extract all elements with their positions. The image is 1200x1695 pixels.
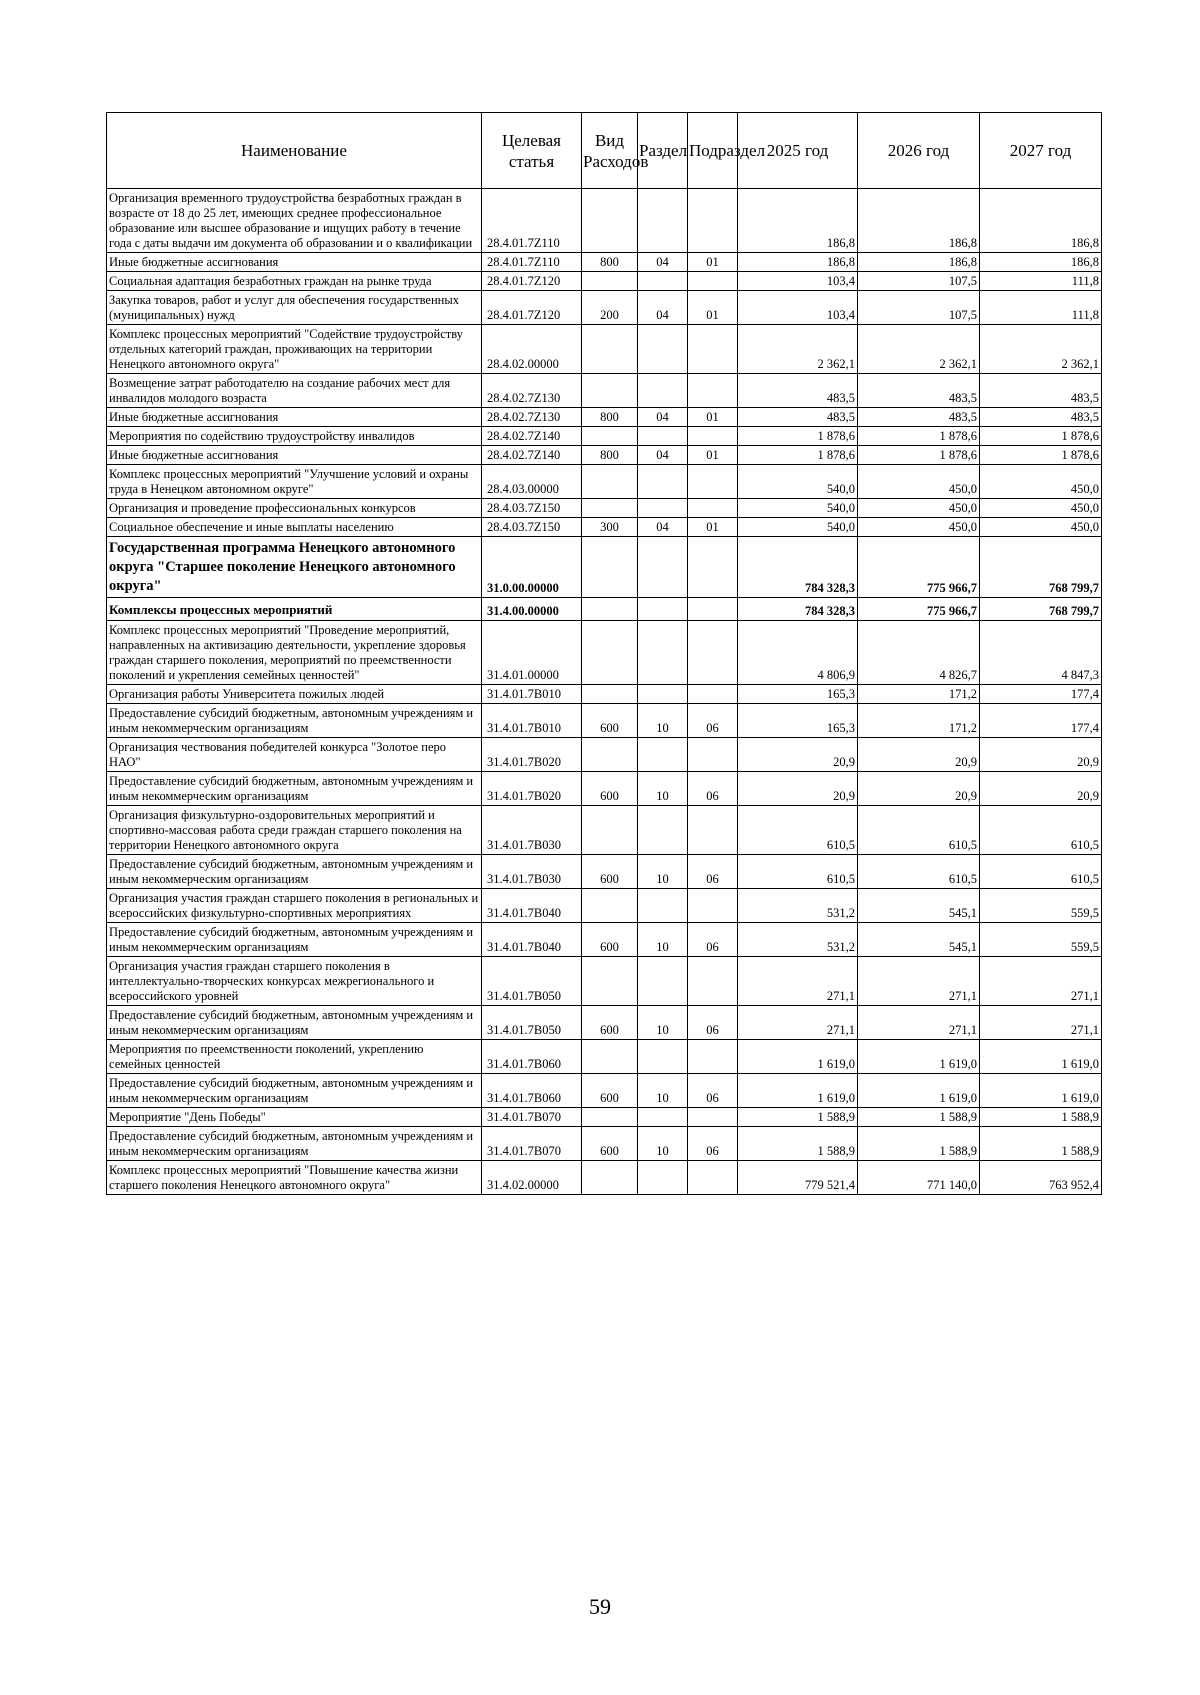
row-subsection	[688, 738, 738, 772]
row-amount-2027: 20,9	[980, 772, 1102, 806]
row-amount-2025: 1 588,9	[738, 1127, 858, 1161]
row-expense-type	[582, 499, 638, 518]
row-amount-2026: 2 362,1	[858, 325, 980, 374]
table-body	[107, 189, 1102, 1195]
row-amount-2026: 450,0	[858, 518, 980, 537]
row-amount-2027: 4 847,3	[980, 621, 1102, 685]
row-section: 10	[638, 1074, 688, 1108]
row-section	[638, 1108, 688, 1127]
row-name: Социальная адаптация безработных граждан на рынке труда	[107, 272, 482, 291]
row-amount-2026: 186,8	[858, 253, 980, 272]
row-target-article: 28.4.01.7Z110	[482, 189, 582, 253]
row-amount-2025: 1 619,0	[738, 1074, 858, 1108]
row-amount-2026: 545,1	[858, 923, 980, 957]
row-section: 04	[638, 446, 688, 465]
row-amount-2025: 165,3	[738, 704, 858, 738]
row-target-article: 31.4.01.7B070	[482, 1108, 582, 1127]
row-amount-2025: 540,0	[738, 518, 858, 537]
row-target-article: 28.4.02.7Z130	[482, 408, 582, 427]
row-amount-2027: 1 619,0	[980, 1040, 1102, 1074]
table-row	[107, 325, 1102, 374]
row-amount-2026: 775 966,7	[858, 598, 980, 621]
row-expense-type	[582, 272, 638, 291]
row-target-article: 28.4.02.00000	[482, 325, 582, 374]
row-amount-2025: 186,8	[738, 253, 858, 272]
row-section: 10	[638, 772, 688, 806]
row-amount-2025: 784 328,3	[738, 537, 858, 598]
row-amount-2026: 1 619,0	[858, 1040, 980, 1074]
row-amount-2025: 1 619,0	[738, 1040, 858, 1074]
row-amount-2027: 271,1	[980, 957, 1102, 1006]
row-section	[638, 598, 688, 621]
row-subsection	[688, 806, 738, 855]
row-amount-2027: 186,8	[980, 189, 1102, 253]
row-name: Иные бюджетные ассигнования	[107, 253, 482, 272]
row-section	[638, 1161, 688, 1195]
row-amount-2025: 540,0	[738, 499, 858, 518]
row-section: 04	[638, 518, 688, 537]
row-subsection	[688, 499, 738, 518]
row-amount-2027: 450,0	[980, 465, 1102, 499]
table-row	[107, 518, 1102, 537]
row-section	[638, 537, 688, 598]
table-row	[107, 253, 1102, 272]
header-section: Раздел	[638, 113, 688, 189]
row-amount-2026: 271,1	[858, 957, 980, 1006]
row-subsection	[688, 621, 738, 685]
row-target-article: 31.4.01.7B050	[482, 1006, 582, 1040]
header-name: Наименование	[107, 113, 482, 189]
table-row	[107, 1040, 1102, 1074]
row-expense-type: 600	[582, 855, 638, 889]
row-amount-2027: 111,8	[980, 272, 1102, 291]
row-amount-2025: 531,2	[738, 889, 858, 923]
row-amount-2025: 540,0	[738, 465, 858, 499]
row-name: Организация и проведение профессиональных конкурсов	[107, 499, 482, 518]
row-amount-2025: 20,9	[738, 738, 858, 772]
table-header-row	[107, 113, 1102, 189]
row-name: Предоставление субсидий бюджетным, автономным учреждениям и иным некоммерческим организациям	[107, 1006, 482, 1040]
row-section	[638, 189, 688, 253]
header-year-2025: 2025 год	[738, 113, 858, 189]
row-target-article: 31.4.02.00000	[482, 1161, 582, 1195]
table-row	[107, 957, 1102, 1006]
row-expense-type	[582, 738, 638, 772]
row-amount-2027: 1 878,6	[980, 427, 1102, 446]
table-row	[107, 408, 1102, 427]
row-subsection	[688, 427, 738, 446]
row-amount-2027: 177,4	[980, 704, 1102, 738]
row-target-article: 28.4.03.7Z150	[482, 518, 582, 537]
table-row	[107, 738, 1102, 772]
row-expense-type	[582, 1108, 638, 1127]
row-amount-2026: 483,5	[858, 374, 980, 408]
row-target-article: 28.4.01.7Z120	[482, 291, 582, 325]
row-expense-type	[582, 325, 638, 374]
row-subsection: 06	[688, 923, 738, 957]
row-name: Организация чествования победителей конкурса "Золотое перо НАО"	[107, 738, 482, 772]
row-name: Организация временного трудоустройства безработных граждан в возрасте от 18 до 25 лет, имеющих среднее профессиональное образование или высшее образование и ищущих работу в течение года с даты выдачи им документа об образовании и о квалификации	[107, 189, 482, 253]
table-row	[107, 1006, 1102, 1040]
table-row	[107, 1127, 1102, 1161]
row-subsection	[688, 465, 738, 499]
row-amount-2025: 103,4	[738, 272, 858, 291]
row-section	[638, 889, 688, 923]
row-subsection: 06	[688, 1006, 738, 1040]
row-expense-type: 800	[582, 446, 638, 465]
row-expense-type	[582, 1161, 638, 1195]
row-name: Комплекс процессных мероприятий "Проведение мероприятий, направленных на активизацию деятельности, укрепление здоровья граждан старшего поколения, мероприятий по преемственности поколений и укрепления семейных ценностей"	[107, 621, 482, 685]
row-subsection	[688, 1040, 738, 1074]
row-amount-2026: 775 966,7	[858, 537, 980, 598]
row-expense-type: 600	[582, 923, 638, 957]
row-name: Предоставление субсидий бюджетным, автономным учреждениям и иным некоммерческим организациям	[107, 923, 482, 957]
row-amount-2027: 559,5	[980, 923, 1102, 957]
header-subsection: Подраздел	[688, 113, 738, 189]
row-amount-2026: 171,2	[858, 704, 980, 738]
row-target-article: 31.4.01.7B070	[482, 1127, 582, 1161]
row-subsection	[688, 957, 738, 1006]
row-amount-2026: 610,5	[858, 806, 980, 855]
row-section	[638, 806, 688, 855]
row-amount-2026: 1 878,6	[858, 446, 980, 465]
row-expense-type	[582, 1040, 638, 1074]
row-amount-2027: 559,5	[980, 889, 1102, 923]
row-name: Комплексы процессных мероприятий	[107, 598, 482, 621]
row-subsection: 06	[688, 772, 738, 806]
row-amount-2027: 483,5	[980, 408, 1102, 427]
table-row	[107, 704, 1102, 738]
row-target-article: 28.4.02.7Z140	[482, 446, 582, 465]
row-amount-2027: 610,5	[980, 855, 1102, 889]
row-expense-type: 600	[582, 1127, 638, 1161]
row-expense-type: 600	[582, 1006, 638, 1040]
row-subsection: 06	[688, 1127, 738, 1161]
row-target-article: 31.4.00.00000	[482, 598, 582, 621]
header-expense-type: Вид Расходов	[582, 113, 638, 189]
row-amount-2027: 1 878,6	[980, 446, 1102, 465]
row-amount-2026: 186,8	[858, 189, 980, 253]
header-year-2026: 2026 год	[858, 113, 980, 189]
row-expense-type	[582, 374, 638, 408]
row-section: 10	[638, 923, 688, 957]
row-amount-2027: 763 952,4	[980, 1161, 1102, 1195]
row-section	[638, 427, 688, 446]
row-amount-2025: 483,5	[738, 408, 858, 427]
row-amount-2026: 107,5	[858, 291, 980, 325]
row-target-article: 31.4.01.7B040	[482, 923, 582, 957]
row-section	[638, 272, 688, 291]
table-row	[107, 446, 1102, 465]
row-expense-type: 600	[582, 772, 638, 806]
row-amount-2025: 610,5	[738, 806, 858, 855]
row-target-article: 28.4.01.7Z120	[482, 272, 582, 291]
row-subsection: 01	[688, 291, 738, 325]
row-amount-2025: 784 328,3	[738, 598, 858, 621]
table-row	[107, 889, 1102, 923]
row-section: 10	[638, 1006, 688, 1040]
row-name: Закупка товаров, работ и услуг для обеспечения государственных (муниципальных) нужд	[107, 291, 482, 325]
row-amount-2027: 177,4	[980, 685, 1102, 704]
table-row	[107, 427, 1102, 446]
row-amount-2027: 1 588,9	[980, 1108, 1102, 1127]
row-name: Предоставление субсидий бюджетным, автономным учреждениям и иным некоммерческим организациям	[107, 1074, 482, 1108]
row-amount-2027: 1 588,9	[980, 1127, 1102, 1161]
row-target-article: 28.4.02.7Z140	[482, 427, 582, 446]
row-amount-2027: 20,9	[980, 738, 1102, 772]
row-expense-type	[582, 889, 638, 923]
table-row	[107, 1108, 1102, 1127]
row-target-article: 31.4.01.7B040	[482, 889, 582, 923]
row-amount-2025: 4 806,9	[738, 621, 858, 685]
row-amount-2026: 20,9	[858, 738, 980, 772]
row-amount-2025: 165,3	[738, 685, 858, 704]
row-subsection	[688, 685, 738, 704]
row-subsection	[688, 1108, 738, 1127]
row-amount-2026: 107,5	[858, 272, 980, 291]
row-subsection: 01	[688, 253, 738, 272]
row-target-article: 31.4.01.7B020	[482, 772, 582, 806]
table-row	[107, 621, 1102, 685]
row-expense-type	[582, 465, 638, 499]
row-amount-2025: 483,5	[738, 374, 858, 408]
row-subsection	[688, 598, 738, 621]
row-amount-2025: 271,1	[738, 957, 858, 1006]
row-expense-type: 600	[582, 704, 638, 738]
row-amount-2027: 186,8	[980, 253, 1102, 272]
row-expense-type: 800	[582, 253, 638, 272]
row-section: 04	[638, 253, 688, 272]
row-name: Предоставление субсидий бюджетным, автономным учреждениям и иным некоммерческим организациям	[107, 772, 482, 806]
table-row	[107, 272, 1102, 291]
row-amount-2027: 768 799,7	[980, 598, 1102, 621]
row-name: Предоставление субсидий бюджетным, автономным учреждениям и иным некоммерческим организациям	[107, 855, 482, 889]
row-subsection: 06	[688, 704, 738, 738]
row-target-article: 31.4.01.7B050	[482, 957, 582, 1006]
row-amount-2026: 1 878,6	[858, 427, 980, 446]
budget-table	[106, 112, 1102, 1195]
row-amount-2025: 20,9	[738, 772, 858, 806]
row-section: 10	[638, 704, 688, 738]
row-target-article: 28.4.03.7Z150	[482, 499, 582, 518]
row-name: Предоставление субсидий бюджетным, автономным учреждениям и иным некоммерческим организациям	[107, 1127, 482, 1161]
row-amount-2025: 1 878,6	[738, 427, 858, 446]
row-name: Иные бюджетные ассигнования	[107, 446, 482, 465]
table-row	[107, 537, 1102, 598]
row-subsection	[688, 374, 738, 408]
row-amount-2025: 531,2	[738, 923, 858, 957]
row-name: Государственная программа Ненецкого автономного округа "Старшее поколение Ненецкого автономного округа"	[107, 537, 482, 598]
row-name: Социальное обеспечение и иные выплаты населению	[107, 518, 482, 537]
row-amount-2025: 271,1	[738, 1006, 858, 1040]
row-section: 10	[638, 855, 688, 889]
row-name: Возмещение затрат работодателю на создание рабочих мест для инвалидов молодого возраста	[107, 374, 482, 408]
row-amount-2027: 271,1	[980, 1006, 1102, 1040]
table-row	[107, 772, 1102, 806]
row-amount-2026: 271,1	[858, 1006, 980, 1040]
row-amount-2025: 610,5	[738, 855, 858, 889]
page-number: 59	[589, 1594, 611, 1619]
row-section	[638, 738, 688, 772]
row-amount-2026: 450,0	[858, 465, 980, 499]
row-amount-2025: 2 362,1	[738, 325, 858, 374]
row-amount-2026: 771 140,0	[858, 1161, 980, 1195]
row-section: 04	[638, 291, 688, 325]
row-target-article: 31.4.01.7B060	[482, 1040, 582, 1074]
row-target-article: 31.4.01.00000	[482, 621, 582, 685]
row-amount-2026: 171,2	[858, 685, 980, 704]
row-subsection: 01	[688, 518, 738, 537]
row-name: Организация физкультурно-оздоровительных мероприятий и спортивно-массовая работа среди граждан старшего поколения на территории Ненецкого автономного округа	[107, 806, 482, 855]
row-subsection	[688, 325, 738, 374]
row-expense-type	[582, 685, 638, 704]
row-target-article: 28.4.01.7Z110	[482, 253, 582, 272]
row-subsection: 01	[688, 446, 738, 465]
row-amount-2027: 610,5	[980, 806, 1102, 855]
row-amount-2025: 779 521,4	[738, 1161, 858, 1195]
table-row	[107, 291, 1102, 325]
row-subsection: 06	[688, 1074, 738, 1108]
table-row	[107, 685, 1102, 704]
row-subsection	[688, 272, 738, 291]
table-row	[107, 465, 1102, 499]
row-amount-2025: 1 878,6	[738, 446, 858, 465]
table-row	[107, 499, 1102, 518]
row-target-article: 31.4.01.7B010	[482, 704, 582, 738]
row-name: Комплекс процессных мероприятий "Улучшение условий и охраны труда в Ненецком автономном округе"	[107, 465, 482, 499]
row-expense-type	[582, 427, 638, 446]
row-amount-2027: 1 619,0	[980, 1074, 1102, 1108]
table-row	[107, 1161, 1102, 1195]
row-amount-2027: 483,5	[980, 374, 1102, 408]
row-target-article: 31.4.01.7B010	[482, 685, 582, 704]
row-target-article: 31.4.01.7B060	[482, 1074, 582, 1108]
row-subsection	[688, 189, 738, 253]
row-subsection	[688, 537, 738, 598]
row-target-article: 31.4.01.7B020	[482, 738, 582, 772]
row-expense-type	[582, 806, 638, 855]
table-row	[107, 598, 1102, 621]
header-target-article: Целевая статья	[482, 113, 582, 189]
row-amount-2025: 103,4	[738, 291, 858, 325]
row-expense-type	[582, 957, 638, 1006]
table-row	[107, 1074, 1102, 1108]
row-target-article: 31.0.00.00000	[482, 537, 582, 598]
row-amount-2027: 111,8	[980, 291, 1102, 325]
row-section	[638, 465, 688, 499]
row-section	[638, 685, 688, 704]
table-row	[107, 374, 1102, 408]
row-amount-2026: 1 588,9	[858, 1108, 980, 1127]
row-section	[638, 1040, 688, 1074]
row-amount-2027: 450,0	[980, 518, 1102, 537]
table-row	[107, 806, 1102, 855]
row-name: Организация участия граждан старшего поколения в региональных и всероссийских физкультурно-спортивных мероприятиях	[107, 889, 482, 923]
row-section: 04	[638, 408, 688, 427]
row-expense-type	[582, 189, 638, 253]
row-amount-2026: 483,5	[858, 408, 980, 427]
row-amount-2027: 450,0	[980, 499, 1102, 518]
row-name: Комплекс процессных мероприятий "Содействие трудоустройству отдельных категорий граждан, проживающих на территории Ненецкого автономного округа"	[107, 325, 482, 374]
row-amount-2025: 1 588,9	[738, 1108, 858, 1127]
table-row	[107, 855, 1102, 889]
row-subsection	[688, 1161, 738, 1195]
row-target-article: 28.4.03.00000	[482, 465, 582, 499]
row-name: Иные бюджетные ассигнования	[107, 408, 482, 427]
row-name: Комплекс процессных мероприятий "Повышение качества жизни старшего поколения Ненецкого автономного округа"	[107, 1161, 482, 1195]
row-amount-2026: 450,0	[858, 499, 980, 518]
row-section: 10	[638, 1127, 688, 1161]
row-name: Мероприятие "День Победы"	[107, 1108, 482, 1127]
row-name: Организация работы Университета пожилых людей	[107, 685, 482, 704]
row-amount-2027: 2 362,1	[980, 325, 1102, 374]
row-subsection: 01	[688, 408, 738, 427]
row-expense-type	[582, 621, 638, 685]
row-target-article: 31.4.01.7B030	[482, 806, 582, 855]
header-year-2027: 2027 год	[980, 113, 1102, 189]
row-section	[638, 957, 688, 1006]
row-amount-2026: 545,1	[858, 889, 980, 923]
row-name: Мероприятия по преемственности поколений, укреплению семейных ценностей	[107, 1040, 482, 1074]
row-name: Предоставление субсидий бюджетным, автономным учреждениям и иным некоммерческим организациям	[107, 704, 482, 738]
table-row	[107, 189, 1102, 253]
row-expense-type	[582, 537, 638, 598]
row-expense-type: 300	[582, 518, 638, 537]
row-expense-type: 800	[582, 408, 638, 427]
row-section	[638, 621, 688, 685]
row-expense-type: 200	[582, 291, 638, 325]
row-amount-2025: 186,8	[738, 189, 858, 253]
row-section	[638, 325, 688, 374]
row-amount-2026: 610,5	[858, 855, 980, 889]
row-target-article: 28.4.02.7Z130	[482, 374, 582, 408]
row-amount-2027: 768 799,7	[980, 537, 1102, 598]
row-amount-2026: 1 588,9	[858, 1127, 980, 1161]
row-subsection	[688, 889, 738, 923]
row-section	[638, 499, 688, 518]
row-expense-type	[582, 598, 638, 621]
row-amount-2026: 20,9	[858, 772, 980, 806]
row-subsection: 06	[688, 855, 738, 889]
row-section	[638, 374, 688, 408]
row-name: Мероприятия по содействию трудоустройству инвалидов	[107, 427, 482, 446]
row-target-article: 31.4.01.7B030	[482, 855, 582, 889]
row-amount-2026: 4 826,7	[858, 621, 980, 685]
row-name: Организация участия граждан старшего поколения в интеллектуально-творческих конкурсах межрегионального и всероссийского уровней	[107, 957, 482, 1006]
row-expense-type: 600	[582, 1074, 638, 1108]
table-row	[107, 923, 1102, 957]
row-amount-2026: 1 619,0	[858, 1074, 980, 1108]
